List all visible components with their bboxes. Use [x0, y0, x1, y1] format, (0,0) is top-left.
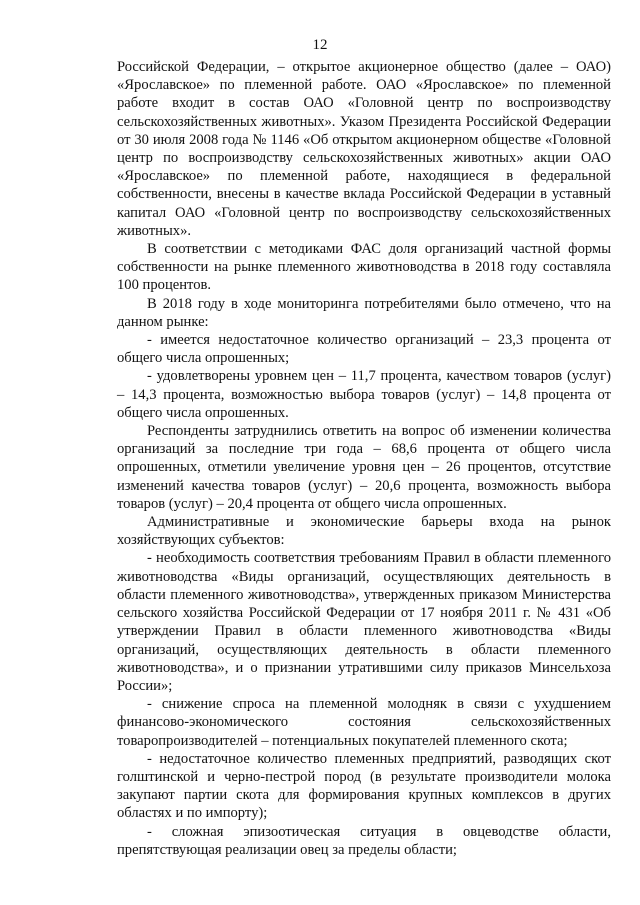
body-text: [117, 58, 611, 859]
paragraph-barrier-demand: - снижение спроса на племенной молодняк в связи с ухудшением финансово-экономического состояния сельскохозяйственных товаропроизводителей – потенциальных покупателей племенного скота;: [117, 696, 611, 749]
paragraph-respondents: Респонденты затруднились ответить на вопрос об изменении количества организаций за последние три года – 68,6 процента от общего числа опрошенных, отметили увеличение уровня цен – 26 процентов, отсутствие изменений качества товаров (услуг) – 20,6 процента, возможность выбора товаров (услуг) – 20,4 процента от общего числа опрошенных.: [117, 423, 611, 512]
paragraph-insufficient-organizations: - имеется недостаточное количество организаций – 23,3 процента от общего числа опрошенных;: [117, 332, 611, 367]
paragraph-satisfaction: - удовлетворены уровнем цен – 11,7 процента, качеством товаров (услуг) – 14,3 процента, возможностью выбора товаров (услуг) – 14,8 процента от общего числа опрошенных.: [117, 368, 611, 421]
paragraph-barrier-breeding-enterprises: - недостаточное количество племенных предприятий, разводящих скот голштинской и черно-пестрой пород (в результате производители молока закупают партии скота для формирования крупных комплексов в других областях и по импорту);: [117, 750, 611, 822]
paragraph-barrier-rules: - необходимость соответствия требованиям Правил в области племенного животноводства «Виды организаций, осуществляющих деятельность в области племенного животноводства», утвержденных приказом Министерства сельского хозяйства Российской Федерации от 17 ноября 2011 г. № 431 «Об утверждении Правил в области племенного животноводства «Виды организаций, осуществляющих деятельность в области племенного животноводства», и о признании утратившими силу приказов Минсельхоза России»;: [117, 550, 611, 694]
paragraph-monitoring-intro: В 2018 году в ходе мониторинга потребителями было отмечено, что на данном рынке:: [117, 295, 611, 330]
paragraph-barrier-epizootic: - сложная эпизоотическая ситуация в овцеводстве области, препятствующая реализации овец за пределы области;: [117, 823, 611, 858]
paragraph-barriers-intro: Административные и экономические барьеры входа на рынок хозяйствующих субъектов:: [117, 514, 611, 549]
paragraph-ownership-continuation: Российской Федерации, – открытое акционерное общество (далее – ОАО) «Ярославское» по племенной работе. ОАО «Ярославское» по племенной работе входит в состав ОАО «Головной центр по воспроизводству сельскохозяйственных животных». Указом Президента Российской Федерации от 30 июля 2008 года № 1146 «Об открытом акционерном обществе «Головной центр по воспроизводству сельскохозяйственных животных» акции ОАО «Ярославское» по племенной работе, находящиеся в федеральной собственности, внесены в качестве вклада Российской Федерации в уставный капитал ОАО «Головной центр по воспроизводству сельскохозяйственных животных».: [117, 59, 611, 239]
page-number: 12: [312, 37, 328, 53]
paragraph-private-share: В соответствии с методиками ФАС доля организаций частной формы собственности на рынке племенного животноводства в 2018 году составляла 100 процентов.: [117, 241, 611, 294]
